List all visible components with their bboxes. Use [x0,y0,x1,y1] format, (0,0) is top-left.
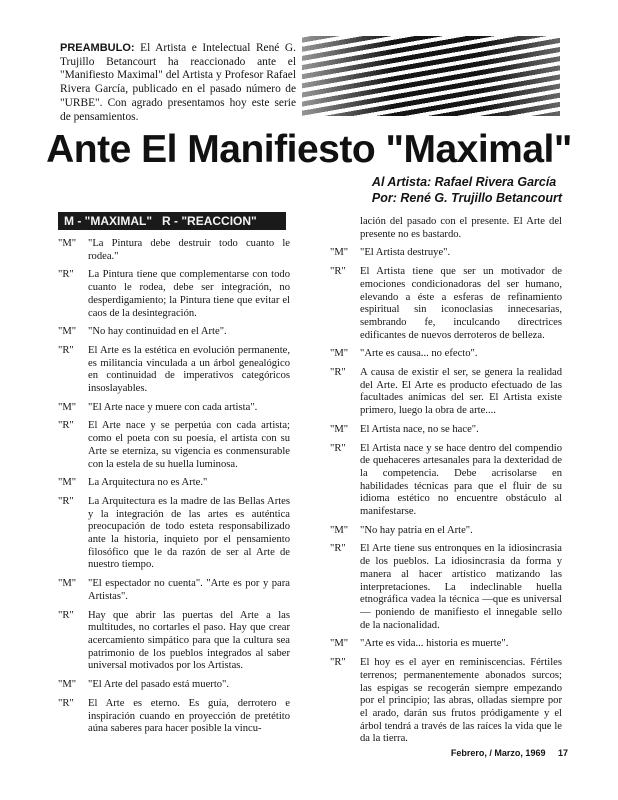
speaker-label: "R" [58,495,74,507]
preambulo-paragraph [60,42,296,124]
page-number: 17 [557,748,568,758]
entry-text: La Pintura tiene que complementarse con todo cuanto le rodea, debe ser integración, no desperdigamiento; la Pintura tiene que evitar el caos de la desintegración. [88,269,290,319]
entry-text: El Artista nace, no se hace". [360,423,479,435]
dialogue-entry [330,424,562,437]
preambulo-label: PREAMBULO: [60,42,135,54]
entry-text: El Artista nace y se hace dentro del compendio de quehaceres artesanales para la dexteridad de la competencia. Debe acrisolarse en habilidades técnicas para que el fluir de su idioma estético no encuentre obstáculo al manifestarse. [360,442,562,518]
dialogue-entry [58,679,290,692]
entry-text: "El Arte nace y muere con cada artista". [88,401,258,413]
speaker-label: "M" [58,401,77,413]
dialogue-entry [330,543,562,632]
dialogue-entry [330,266,562,342]
byline-author: Por: René G. Trujillo Betancourt [371,191,562,205]
entry-text: "No hay patria en el Arte". [360,524,473,536]
speaker-label: "M" [58,238,77,249]
dialogue-entry [330,443,562,519]
continued-text: lación del pasado con el presente. El Arte del presente no es bastardo. [360,216,562,240]
entry-text: "El Arte del pasado está muerto". [88,679,230,691]
dialogue-entry [58,477,290,490]
dialogue-entry [58,402,290,415]
speaker-label: "R" [58,269,74,281]
dialogue-entry [330,525,562,538]
speaker-label: "R" [58,344,74,356]
byline-dedication: Al Artista: Rafael Rivera García [371,175,557,189]
dialogue-entry [58,610,290,674]
legend-banner: M - "MAXIMAL" R - "REACCION" [58,212,286,230]
entry-text: La Arquitectura no es Arte." [88,477,208,489]
speaker-label: "R" [330,367,346,379]
dialogue-entry [58,326,290,339]
dialogue-entry [58,269,290,320]
dialogue-entry [58,420,290,471]
speaker-label: "M" [330,638,349,650]
speaker-label: "R" [330,657,346,669]
entry-text: El Arte tiene sus entronques en la idiosincrasia de los pueblos. La idiosincrasia da forma y manera al hacer artístico matizando las interpretaciones. La indeclinable huella etnográfica vadea la técnica —que es universal— poniendo de manifiesto el innegable sello de la nacionalidad. [360,543,562,631]
dialogue-entry [58,238,290,263]
speaker-label: "M" [330,348,349,360]
entry-text: "El espectador no cuenta". "Arte es por y para Artistas". [88,578,290,602]
entry-text: Hay que abrir las puertas del Arte a las multitudes, no cortarles el paso. Hay que crear acercamiento simpático para que la cultura sea patrimonio de los pueblos integrados al saber universal motivados por los Artistas. [88,609,290,672]
dialogue-entry [330,367,562,418]
speaker-label: "M" [58,578,77,590]
right-column [330,216,562,752]
dialogue-entry [330,638,562,651]
entry-text: El Arte es la estética en evolución permanente, es militancia vinculada a un árbol genealógico en continuidad de imperativos categóricos insoslayables. [88,344,290,395]
speaker-label: "R" [330,266,346,278]
speaker-label: "M" [58,679,77,691]
dialogue-entry [58,345,290,396]
dialogue-entry [58,496,290,572]
speaker-label: "R" [58,420,74,432]
speaker-label: "M" [330,247,349,259]
entry-text: La Arquitectura es la madre de las Bellas Artes y la integración de las artes es auténtica preocupación de todo esteta responsabilizado ante la historia, inquieto por el pensamiento filosófico que le da razón de ser al Arte de nuestro tiempo. [88,495,290,571]
dialogue-entry [330,247,562,260]
speaker-label: "R" [330,442,346,454]
issue-date: Febrero, / Marzo, 1969 [450,748,546,758]
dialogue-entry [330,348,562,361]
speaker-label: "M" [330,524,349,536]
entry-text: "El Artista destruye". [360,247,451,259]
entry-text: A causa de existir el ser, se genera la realidad del Arte. El Arte es producto efectuado de las facultades anímicas del ser. El Artista existe primero, luego la obra de arte.... [360,367,562,417]
dialogue-entry [330,657,562,746]
entry-text: "No hay continuidad en el Arte". [88,326,227,338]
entry-text: "La Pintura debe destruir todo cuanto le rodea." [88,238,290,262]
entry-text: El Arte es eterno. Es guía, derrotero e inspiración cuando en proyección de pretétito aúna saberes para hacer posible la vincu- [88,697,290,735]
speaker-label: "R" [58,609,74,621]
entry-text: El Artista tiene que ser un motivador de emociones condicionadoras del ser humano, elevando a éste a esferas de refinamiento espiritual sin iconoclasias innecesarias, sembrando fe, inculcando directrices edificantes de nuevos derroteros de belleza. [360,266,562,341]
entry-text: El hoy es el ayer en reminiscencias. Fértiles terrenos; permanentemente abonados surcos; las espigas se recogerán siempre empezando por el principio; las abras, olladas siempre por el arado, darán sus frutos pródigamente y el árbol tendrá a través de las raíces la vida que le da la tierra. [360,657,562,745]
entry-text: El Arte nace y se perpetúa con cada artista; como el poeta con su poesía, el artista con su Arte se eterniza, su vigencia es conmensurable con la estela de su huella luminosa. [88,420,290,470]
page-footer [451,748,568,758]
speaker-label: "M" [58,477,77,489]
speaker-label: "R" [330,543,346,555]
entry-text: "Arte es vida... historia es muerte". [360,638,509,650]
preambulo-text: El Artista e Intelectual René G. Trujillo Betancourt ha reaccionado ante el "Manifiesto Maximal" del Artista y Profesor Rafael Rivera García, publicado en el pasado número de "URBE". Con agrado presentamos hoy este serie de pensamientos. [60,42,296,123]
speaker-label: "M" [58,326,77,338]
speaker-label: "R" [58,697,74,709]
dialogue-entry [58,698,290,736]
entry-text: "Arte es causa... no efecto". [360,348,478,360]
speaker-label: "M" [330,423,349,435]
article-title: Ante El Manifiesto "Maximal" [46,128,572,171]
left-column [58,238,290,742]
byline [372,174,562,206]
dialogue-entry [58,578,290,603]
striped-graphic [302,36,560,116]
